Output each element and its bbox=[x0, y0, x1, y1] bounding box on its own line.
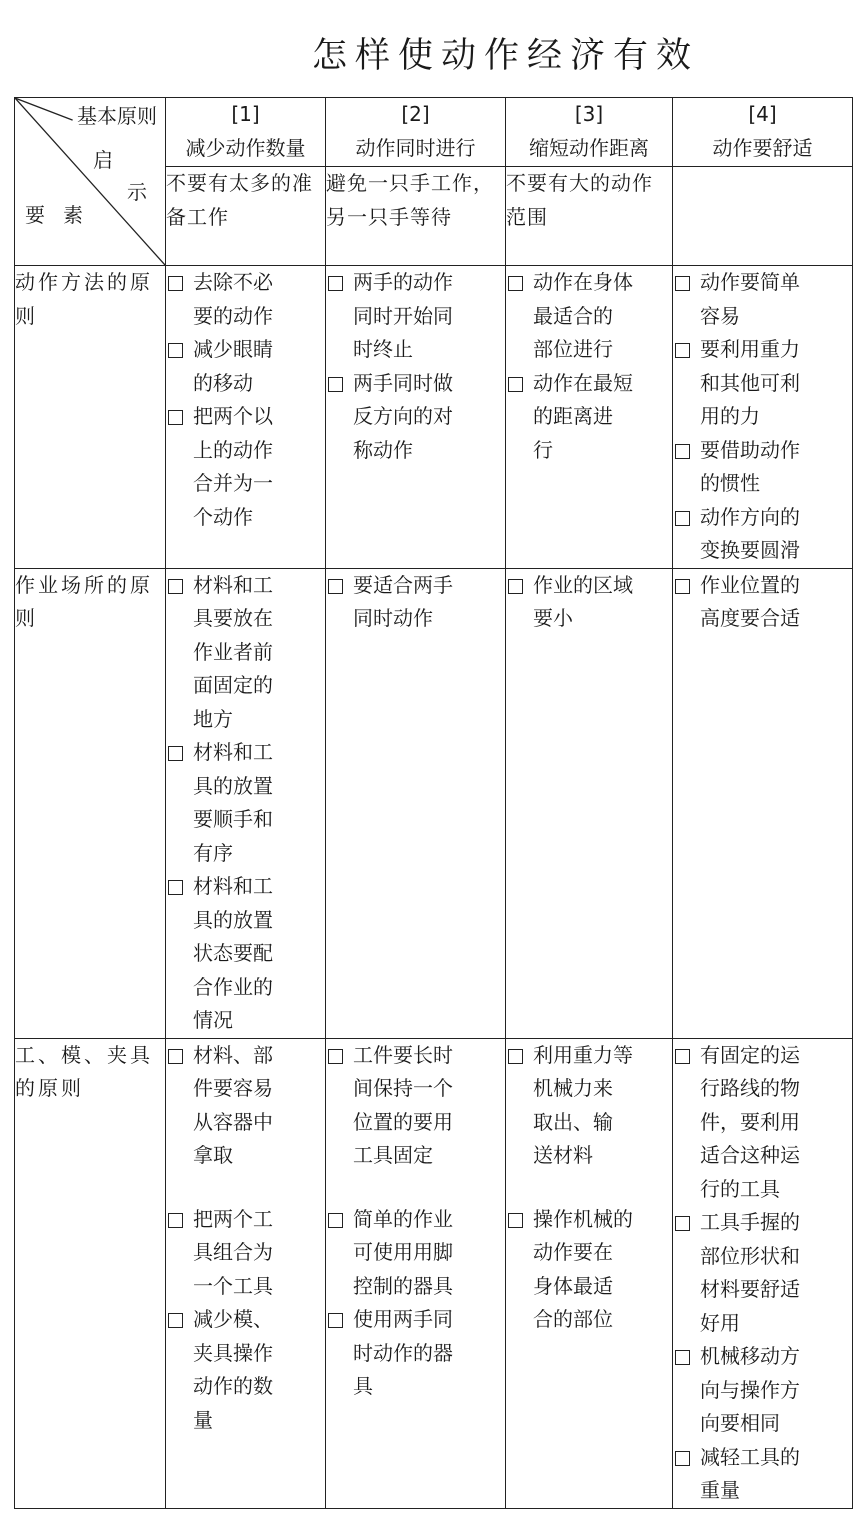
principle-text bbox=[700, 1206, 852, 1340]
row-workplace bbox=[15, 568, 853, 1038]
principle-line: 最适合的 bbox=[533, 303, 613, 328]
column-number: [1] bbox=[231, 102, 260, 126]
principle-line: 具的放置 bbox=[193, 773, 273, 798]
principle-text bbox=[353, 1303, 505, 1404]
column-header-3 bbox=[506, 98, 673, 167]
principle-line: 去除不必 bbox=[193, 270, 273, 294]
principle-item bbox=[166, 569, 325, 737]
principle-line: 减少眼睛 bbox=[193, 337, 273, 361]
principle-line: 材料和工 bbox=[193, 572, 273, 597]
principle-line: 容易 bbox=[700, 303, 740, 328]
principle-line: 拿取 bbox=[193, 1143, 233, 1167]
principle-item bbox=[326, 1303, 505, 1404]
principle-line: 称动作 bbox=[353, 437, 413, 462]
principle-line: 状态要配 bbox=[193, 941, 273, 965]
principle-text bbox=[700, 501, 852, 568]
principle-line: 变换要圆滑 bbox=[700, 538, 800, 562]
principle-cell bbox=[326, 568, 506, 1038]
principle-item bbox=[673, 266, 852, 333]
principle-line: 两手同时做 bbox=[353, 370, 453, 395]
principle-line: 好用 bbox=[700, 1310, 740, 1335]
column-name: 动作同时进行 bbox=[355, 135, 476, 160]
principle-text bbox=[193, 569, 325, 737]
row-method bbox=[15, 266, 853, 569]
principle-item bbox=[506, 1203, 672, 1337]
principle-line: 使用两手同 bbox=[353, 1307, 453, 1331]
principle-line: 减少模、 bbox=[193, 1307, 273, 1331]
checkbox-icon bbox=[168, 1213, 183, 1228]
principle-line: 有固定的运 bbox=[700, 1042, 800, 1067]
checkbox-icon bbox=[675, 511, 690, 526]
checkbox-icon bbox=[508, 1213, 523, 1228]
principle-item bbox=[506, 367, 672, 468]
principle-cell bbox=[166, 1038, 326, 1508]
principle-line: 适合这种运 bbox=[700, 1143, 800, 1167]
principle-line: 有序 bbox=[193, 840, 233, 865]
principle-text bbox=[533, 1039, 672, 1173]
item-gap bbox=[506, 1173, 672, 1203]
principle-line: 作业的区域 bbox=[533, 572, 633, 597]
principle-item bbox=[326, 367, 505, 468]
principle-text bbox=[353, 1039, 505, 1173]
checkbox-icon bbox=[168, 579, 183, 594]
principle-text bbox=[700, 266, 852, 333]
principle-line: 个动作 bbox=[193, 504, 253, 529]
principle-line: 动作的数 bbox=[193, 1374, 273, 1398]
checkbox-icon bbox=[168, 1313, 183, 1328]
principle-text bbox=[193, 870, 325, 1038]
principle-cell bbox=[673, 266, 853, 569]
principle-line: 材料和工 bbox=[193, 874, 273, 898]
principle-text bbox=[193, 736, 325, 870]
principle-line: 动作方向的 bbox=[700, 504, 800, 529]
principle-item bbox=[326, 1039, 505, 1173]
principle-cell bbox=[166, 266, 326, 569]
principle-item bbox=[166, 736, 325, 870]
principle-item bbox=[166, 870, 325, 1038]
checkbox-icon bbox=[508, 1049, 523, 1064]
principle-text bbox=[533, 266, 672, 367]
principle-line: 动作要在 bbox=[533, 1240, 613, 1264]
principles-table bbox=[14, 97, 853, 1509]
column-header-1 bbox=[166, 98, 326, 167]
principle-line: 地方 bbox=[193, 706, 233, 731]
row-label: 作业场所的原则 bbox=[15, 568, 166, 1038]
checkbox-icon bbox=[328, 276, 343, 291]
principle-text bbox=[353, 569, 505, 636]
column-header-4 bbox=[673, 98, 853, 167]
principle-line: 把两个工 bbox=[193, 1206, 273, 1231]
principle-text bbox=[353, 266, 505, 367]
row-label: 工、模、夹具的原则 bbox=[15, 1038, 166, 1508]
principle-line: 具组合为 bbox=[193, 1240, 273, 1264]
principle-line: 要适合两手 bbox=[353, 572, 453, 597]
principle-line: 件，要利用 bbox=[700, 1109, 800, 1134]
principle-line: 动作在身体 bbox=[533, 270, 633, 294]
principle-line: 两手的动作 bbox=[353, 270, 453, 294]
principle-line: 要小 bbox=[533, 606, 573, 630]
principle-item bbox=[673, 1340, 852, 1441]
column-hint-2: 避免一只手工作，另一只手等待 bbox=[326, 167, 506, 266]
principle-item bbox=[166, 400, 325, 534]
principle-text bbox=[700, 1039, 852, 1207]
checkbox-icon bbox=[675, 444, 690, 459]
item-gap bbox=[166, 1173, 325, 1203]
column-hint-4 bbox=[673, 167, 853, 266]
principle-line: 材料和工 bbox=[193, 740, 273, 764]
principle-line: 合并为一 bbox=[193, 471, 273, 495]
principle-cell bbox=[506, 1038, 673, 1508]
principle-text bbox=[193, 333, 325, 400]
principle-line: 行 bbox=[533, 437, 553, 462]
principle-line: 从容器中 bbox=[193, 1109, 273, 1134]
principle-line: 操作机械的 bbox=[533, 1206, 633, 1231]
principle-line: 同时动作 bbox=[353, 606, 433, 630]
principle-cell bbox=[326, 1038, 506, 1508]
principle-line: 面固定的 bbox=[193, 673, 273, 697]
checkbox-icon bbox=[168, 1049, 183, 1064]
principle-item bbox=[673, 569, 852, 636]
row-tools bbox=[15, 1038, 853, 1508]
principle-line: 送材料 bbox=[533, 1143, 593, 1167]
checkbox-icon bbox=[328, 1213, 343, 1228]
principle-item bbox=[673, 1441, 852, 1508]
column-name: 动作要舒适 bbox=[712, 135, 813, 160]
principle-line: 情况 bbox=[193, 1008, 233, 1032]
principle-line: 要借助动作 bbox=[700, 437, 800, 462]
principle-text bbox=[700, 333, 852, 434]
column-hint-3: 不要有大的动作范围 bbox=[506, 167, 673, 266]
principle-line: 要利用重力 bbox=[700, 337, 800, 361]
principle-item bbox=[673, 434, 852, 501]
principle-line: 动作在最短 bbox=[533, 370, 633, 395]
column-name: 缩短动作距离 bbox=[529, 135, 649, 160]
principle-item bbox=[673, 1206, 852, 1340]
principle-item bbox=[326, 569, 505, 636]
principle-text bbox=[700, 569, 852, 636]
principle-item bbox=[673, 1039, 852, 1207]
principle-line: 作业位置的 bbox=[700, 572, 800, 597]
checkbox-icon bbox=[675, 343, 690, 358]
corner-s-label: 示 bbox=[127, 180, 147, 204]
principle-line: 机械力来 bbox=[533, 1076, 613, 1100]
principle-item bbox=[166, 1303, 325, 1437]
principle-line: 的距离进 bbox=[533, 404, 613, 428]
principle-line: 具 bbox=[353, 1374, 373, 1398]
principle-line: 夹具操作 bbox=[193, 1340, 273, 1365]
principle-line: 要顺手和 bbox=[193, 807, 273, 831]
checkbox-icon bbox=[168, 746, 183, 761]
item-gap bbox=[326, 1173, 505, 1203]
principle-text bbox=[700, 1441, 852, 1508]
principle-line: 部位形状和 bbox=[700, 1243, 800, 1268]
principle-line: 工具固定 bbox=[353, 1143, 433, 1167]
principle-line: 把两个以 bbox=[193, 404, 273, 428]
principle-text bbox=[700, 1340, 852, 1441]
principle-line: 取出、输 bbox=[533, 1109, 613, 1134]
principle-line: 利用重力等 bbox=[533, 1042, 633, 1067]
principle-item bbox=[166, 1203, 325, 1304]
principle-item bbox=[166, 333, 325, 400]
principle-line: 位置的要用 bbox=[353, 1109, 453, 1134]
checkbox-icon bbox=[328, 1049, 343, 1064]
checkbox-icon bbox=[675, 1350, 690, 1365]
principle-line: 向要相同 bbox=[700, 1411, 780, 1435]
principle-cell bbox=[166, 568, 326, 1038]
principle-line: 作业者前 bbox=[193, 639, 273, 664]
principle-line: 行路线的物 bbox=[700, 1076, 800, 1100]
checkbox-icon bbox=[675, 276, 690, 291]
page-title: 怎样使动作经济有效 bbox=[312, 36, 700, 76]
column-header-2 bbox=[326, 98, 506, 167]
principle-line: 简单的作业 bbox=[353, 1206, 453, 1231]
principle-line: 上的动作 bbox=[193, 437, 273, 462]
row-label: 动作方法的原则 bbox=[15, 266, 166, 569]
principle-cell bbox=[506, 266, 673, 569]
principle-line: 合作业的 bbox=[193, 974, 273, 999]
principle-line: 工件要长时 bbox=[353, 1042, 453, 1067]
principle-item bbox=[506, 569, 672, 636]
column-number: [2] bbox=[401, 102, 430, 126]
principle-cell bbox=[506, 568, 673, 1038]
checkbox-icon bbox=[168, 343, 183, 358]
principle-line: 用的力 bbox=[700, 404, 760, 428]
corner-top-label: 基本原则 bbox=[77, 104, 157, 128]
principle-line: 和其他可利 bbox=[700, 370, 800, 395]
principle-text bbox=[193, 1303, 325, 1437]
principle-item bbox=[166, 1039, 325, 1173]
checkbox-icon bbox=[168, 276, 183, 291]
column-hint-1: 不要有太多的准备工作 bbox=[166, 167, 326, 266]
checkbox-icon bbox=[508, 276, 523, 291]
column-name: 减少动作数量 bbox=[185, 135, 306, 160]
principle-line: 工具手握的 bbox=[700, 1210, 800, 1234]
principle-line: 可使用用脚 bbox=[353, 1240, 453, 1264]
column-number: [3] bbox=[574, 102, 604, 126]
column-number: [4] bbox=[748, 102, 777, 126]
principle-line: 间保持一个 bbox=[353, 1076, 453, 1100]
principle-line: 时终止 bbox=[353, 337, 413, 361]
checkbox-icon bbox=[328, 579, 343, 594]
principle-text bbox=[533, 569, 672, 636]
principle-line: 件要容易 bbox=[193, 1076, 273, 1100]
principle-text bbox=[193, 1203, 325, 1304]
corner-left-label: 要素 bbox=[25, 203, 101, 227]
principle-item bbox=[506, 266, 672, 367]
principle-line: 的移动 bbox=[193, 370, 253, 395]
principle-text bbox=[700, 434, 852, 501]
principle-text bbox=[353, 367, 505, 468]
principle-cell bbox=[673, 1038, 853, 1508]
checkbox-icon bbox=[328, 1313, 343, 1328]
principle-cell bbox=[326, 266, 506, 569]
principle-line: 具的放置 bbox=[193, 907, 273, 932]
principle-line: 重量 bbox=[700, 1478, 740, 1502]
principle-item bbox=[673, 501, 852, 568]
corner-header bbox=[15, 98, 166, 266]
principle-line: 要的动作 bbox=[193, 303, 273, 328]
principle-line: 部位进行 bbox=[533, 337, 613, 361]
principle-text bbox=[193, 1039, 325, 1173]
checkbox-icon bbox=[328, 377, 343, 392]
checkbox-icon bbox=[675, 579, 690, 594]
checkbox-icon bbox=[675, 1451, 690, 1466]
principle-text bbox=[353, 1203, 505, 1304]
principle-line: 减轻工具的 bbox=[700, 1444, 800, 1469]
checkbox-icon bbox=[168, 410, 183, 425]
principle-line: 控制的器具 bbox=[353, 1273, 453, 1298]
principle-text bbox=[193, 266, 325, 333]
principle-item bbox=[506, 1039, 672, 1173]
checkbox-icon bbox=[508, 579, 523, 594]
principle-line: 量 bbox=[193, 1407, 213, 1432]
principle-line: 机械移动方 bbox=[700, 1344, 800, 1368]
principle-line: 材料、部 bbox=[193, 1042, 273, 1067]
principle-line: 的惯性 bbox=[700, 471, 760, 495]
checkbox-icon bbox=[508, 377, 523, 392]
principle-line: 向与操作方 bbox=[700, 1377, 800, 1402]
principle-item bbox=[673, 333, 852, 434]
principle-line: 具要放在 bbox=[193, 606, 273, 630]
principle-line: 反方向的对 bbox=[353, 404, 453, 428]
principle-line: 时动作的器 bbox=[353, 1340, 453, 1365]
principle-line: 一个工具 bbox=[193, 1273, 273, 1298]
principle-line: 同时开始同 bbox=[353, 303, 453, 328]
principle-line: 行的工具 bbox=[700, 1176, 780, 1201]
principle-text bbox=[533, 1203, 672, 1337]
principle-line: 材料要舒适 bbox=[700, 1277, 800, 1301]
principle-text bbox=[533, 367, 672, 468]
principle-item bbox=[326, 1203, 505, 1304]
principle-cell bbox=[673, 568, 853, 1038]
principle-line: 动作要简单 bbox=[700, 270, 800, 294]
principle-line: 高度要合适 bbox=[700, 606, 800, 630]
principle-item bbox=[166, 266, 325, 333]
corner-q-label: 启 bbox=[93, 148, 113, 172]
principle-text bbox=[193, 400, 325, 534]
principle-line: 合的部位 bbox=[533, 1307, 613, 1331]
checkbox-icon bbox=[675, 1049, 690, 1064]
checkbox-icon bbox=[168, 880, 183, 895]
checkbox-icon bbox=[675, 1216, 690, 1231]
principle-line: 身体最适 bbox=[533, 1273, 613, 1298]
principle-item bbox=[326, 266, 505, 367]
